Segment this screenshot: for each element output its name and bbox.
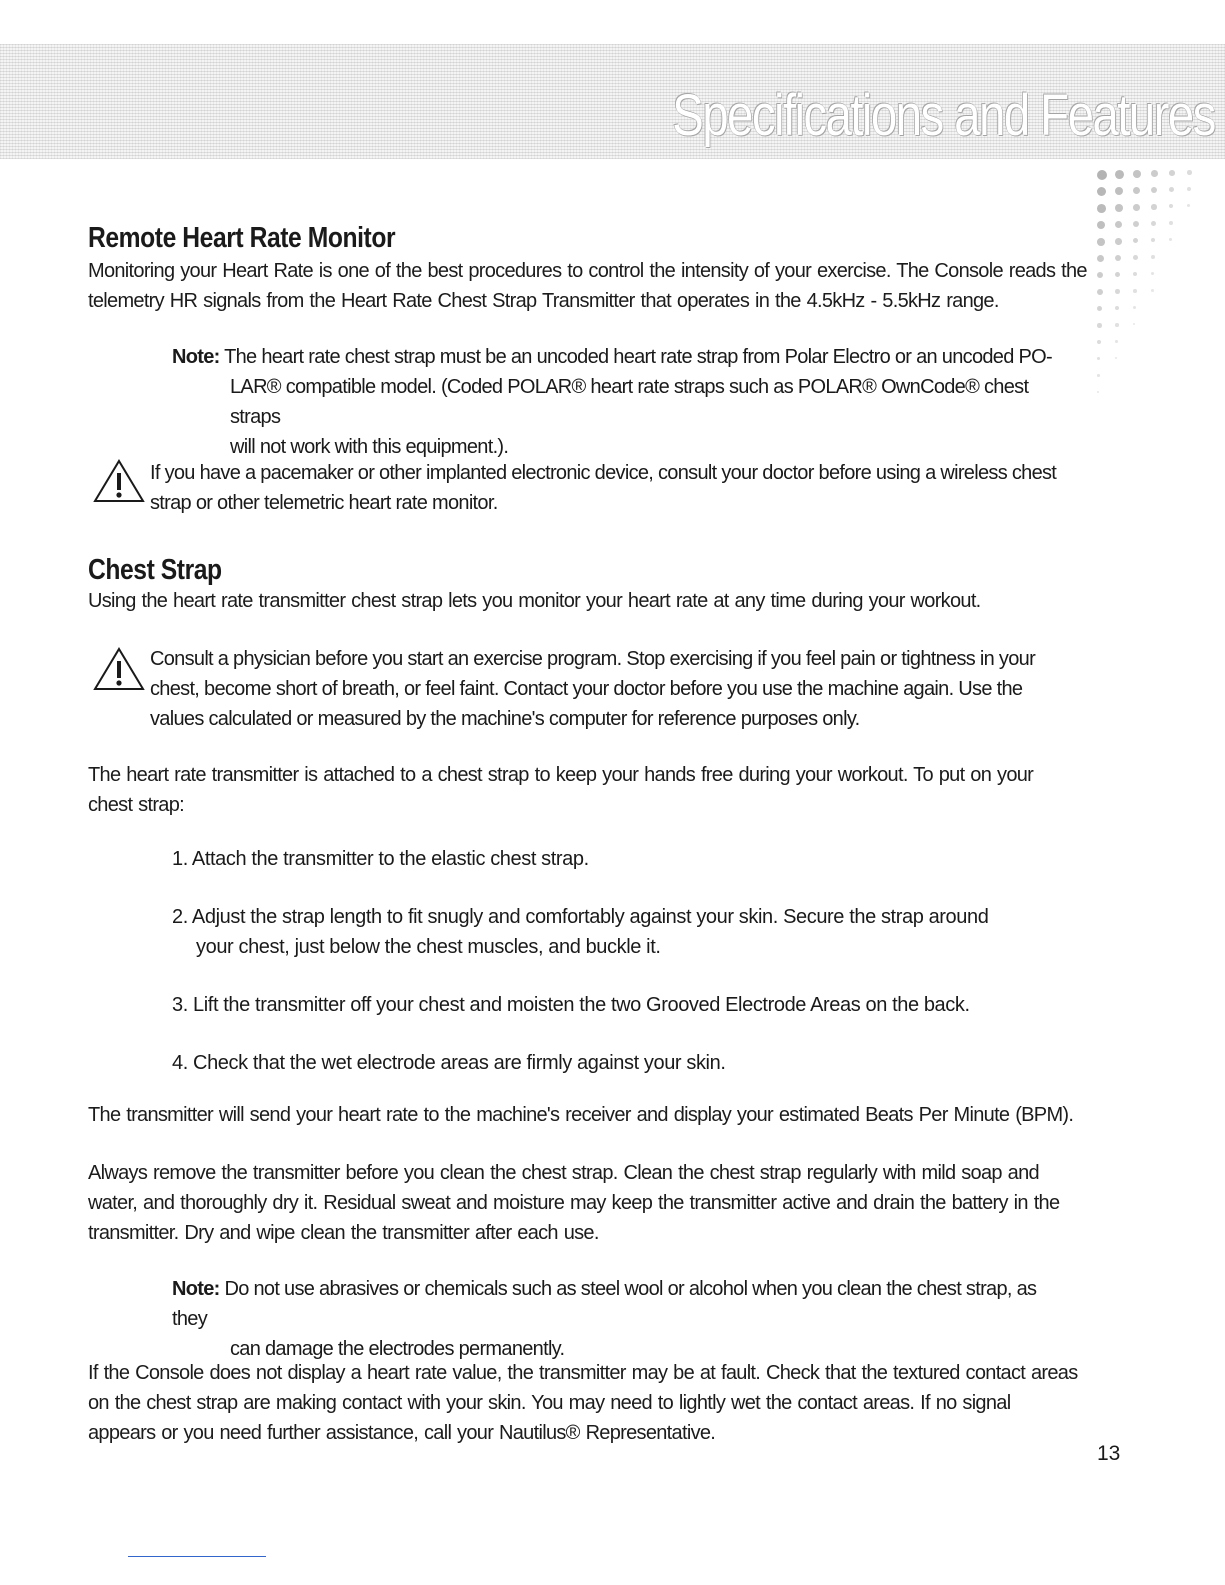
chest-strap-heading: Chest Strap xyxy=(88,554,222,586)
decorative-dot xyxy=(1151,272,1154,275)
decorative-dot xyxy=(1097,187,1106,196)
warning-line: Consult a physician before you start an exercise program. Stop exercising if you feel pain or tightness in your xyxy=(150,648,1036,670)
decorative-dot xyxy=(1115,187,1123,195)
step-text: 4. Check that the wet electrode areas are firmly against your skin. xyxy=(172,1052,726,1074)
decorative-dot xyxy=(1133,238,1138,243)
step-text: 2. Adjust the strap length to fit snugly and comfortably against your skin. Secure the strap around xyxy=(172,906,989,928)
step-text: 1. Attach the transmitter to the elastic chest strap. xyxy=(172,848,589,870)
note-label: Note: xyxy=(172,1278,220,1300)
note-line: can damage the electrodes permanently. xyxy=(230,1338,565,1360)
warning-line: strap or other telemetric heart rate monitor. xyxy=(150,492,498,514)
bottom-rule xyxy=(128,1556,266,1557)
decorative-dot xyxy=(1169,170,1175,176)
hrm-intro: Monitoring your Heart Rate is one of the best procedures to control the intensity of your exercise. The Console reads the telemetry HR signals from the Heart Rate Chest Strap Transmitter that operates in the 4.5kHz - 5.5kHz range. xyxy=(88,260,1087,312)
warning-line: chest, become short of breath, or feel faint. Contact your doctor before you use the machine again. Use the xyxy=(150,678,1023,700)
hrm-heading: Remote Heart Rate Monitor xyxy=(88,222,396,254)
decorative-dot xyxy=(1097,306,1102,311)
note-line: LAR® compatible model. (Coded POLAR® heart rate straps such as POLAR® OwnCode® chest straps xyxy=(230,376,1029,428)
step-text: 3. Lift the transmitter off your chest and moisten the two Grooved Electrode Areas on the back. xyxy=(172,994,970,1016)
decorative-dot xyxy=(1097,221,1105,229)
decorative-dot xyxy=(1151,170,1158,177)
cleaning-note xyxy=(172,1274,1072,1364)
hrm-warning xyxy=(150,458,1090,518)
decorative-dot xyxy=(1097,289,1103,295)
warning-line: values calculated or measured by the machine's computer for reference purposes only. xyxy=(150,708,860,730)
decorative-dot xyxy=(1133,306,1136,309)
note-line: The heart rate chest strap must be an uncoded heart rate strap from Polar Electro or an uncoded PO- xyxy=(224,346,1052,368)
decorative-dot xyxy=(1133,323,1135,325)
page-number: 13 xyxy=(1097,1442,1121,1465)
decorative-dot xyxy=(1115,340,1118,343)
cleaning-paragraph: Always remove the transmitter before you clean the chest strap. Clean the chest strap regularly with mild soap and water, and thoroughly dry it. Residual sweat and moisture may keep the transmitter active and drain the battery in the transmitter. Dry and wipe clean the transmitter after each use. xyxy=(88,1162,1060,1244)
decorative-dot xyxy=(1133,170,1141,178)
decorative-dot xyxy=(1097,238,1105,246)
decorative-dot xyxy=(1115,204,1123,212)
decorative-dot xyxy=(1115,272,1120,277)
decorative-dot-pattern xyxy=(1095,168,1205,428)
decorative-dot xyxy=(1187,187,1191,191)
decorative-dot xyxy=(1151,255,1155,259)
warning-icon xyxy=(92,458,146,504)
decorative-dot xyxy=(1097,374,1100,377)
steps-list xyxy=(172,844,1052,1106)
section-title: Specifications and Features xyxy=(672,83,1215,148)
list-item xyxy=(172,990,1052,1020)
note-label: Note: xyxy=(172,346,220,368)
decorative-dot xyxy=(1169,187,1174,192)
chest-strap-intro: Using the heart rate transmitter chest strap lets you monitor your heart rate at any time during your workout. xyxy=(88,590,981,612)
decorative-dot xyxy=(1151,204,1157,210)
note-line: Do not use abrasives or chemicals such as steel wool or alcohol when you clean the chest strap, as they xyxy=(172,1278,1037,1330)
warning-icon xyxy=(92,646,146,692)
decorative-dot xyxy=(1115,238,1122,245)
decorative-dot xyxy=(1187,170,1192,175)
decorative-dot xyxy=(1097,272,1103,278)
decorative-dot xyxy=(1151,238,1155,242)
hrm-note xyxy=(172,342,1072,462)
decorative-dot xyxy=(1097,357,1100,360)
list-item xyxy=(172,902,1052,962)
decorative-dot xyxy=(1133,221,1139,227)
decorative-dot xyxy=(1169,238,1172,241)
step-text-cont: your chest, just below the chest muscles, and buckle it. xyxy=(196,936,661,958)
decorative-dot xyxy=(1133,289,1137,293)
decorative-dot xyxy=(1151,221,1156,226)
decorative-dot xyxy=(1151,289,1154,292)
attach-paragraph: The heart rate transmitter is attached to a chest strap to keep your hands free during your workout. To put on your chest strap: xyxy=(88,764,1034,816)
decorative-dot xyxy=(1115,357,1117,359)
decorative-dot xyxy=(1097,204,1106,213)
decorative-dot xyxy=(1097,255,1104,262)
decorative-dot xyxy=(1133,272,1137,276)
decorative-dot xyxy=(1097,391,1099,393)
list-item xyxy=(172,844,1052,874)
decorative-dot xyxy=(1115,170,1124,179)
decorative-dot xyxy=(1169,204,1173,208)
decorative-dot xyxy=(1097,170,1107,180)
decorative-dot xyxy=(1169,221,1173,225)
decorative-dot xyxy=(1115,221,1122,228)
warning-line: If you have a pacemaker or other implanted electronic device, consult your doctor before using a wireless chest xyxy=(150,462,1057,484)
chest-strap-warning xyxy=(150,644,1090,734)
bpm-paragraph: The transmitter will send your heart rate to the machine's receiver and display your estimated Beats Per Minute (BPM). xyxy=(88,1104,1074,1126)
note-line: will not work with this equipment.). xyxy=(230,436,509,458)
decorative-dot xyxy=(1133,255,1138,260)
decorative-dot xyxy=(1115,255,1121,261)
decorative-dot xyxy=(1187,204,1190,207)
decorative-dot xyxy=(1115,289,1120,294)
fault-paragraph: If the Console does not display a heart rate value, the transmitter may be at fault. Check that the textured contact areas on the chest strap are making contact with your skin. You may need to lightly wet the contact areas. If no signal appears or you need further assistance, call your Nautilus® Representative. xyxy=(88,1362,1078,1444)
decorative-dot xyxy=(1133,187,1140,194)
header-banner xyxy=(0,44,1225,159)
decorative-dot xyxy=(1115,306,1119,310)
list-item xyxy=(172,1048,1052,1078)
decorative-dot xyxy=(1151,187,1157,193)
decorative-dot xyxy=(1097,323,1102,328)
decorative-dot xyxy=(1133,204,1140,211)
decorative-dot xyxy=(1097,340,1101,344)
decorative-dot xyxy=(1115,323,1119,327)
